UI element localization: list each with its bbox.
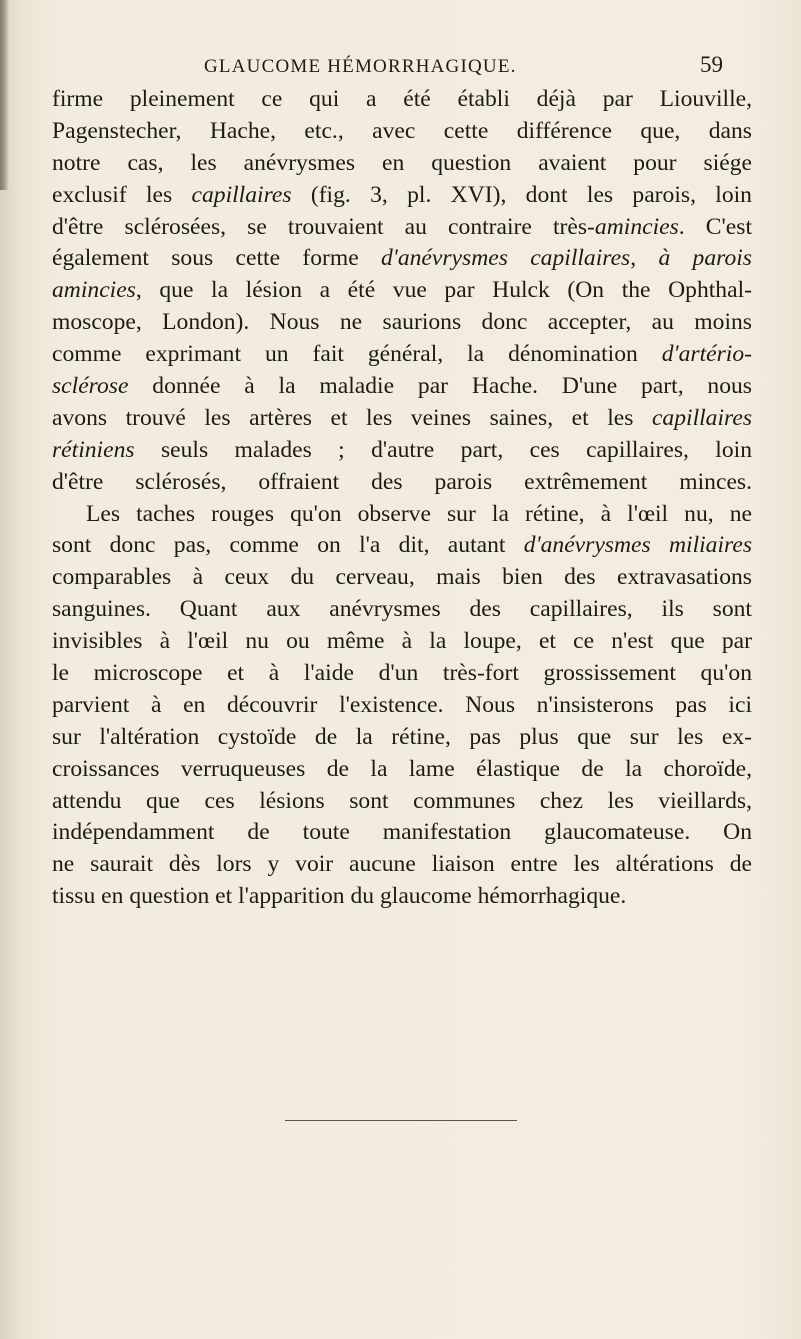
text-line: comme exprimant un fait général, la dénomination d'artério- <box>52 341 752 368</box>
body-text <box>52 84 752 913</box>
page-number: 59 <box>700 52 723 77</box>
text-line: rétiniens seuls malades ; d'autre part, ces capillaires, loin <box>52 436 752 463</box>
text-line: firme pleinement ce qui a été établi déjà par Liouville, <box>52 86 752 112</box>
text-line: Les taches rouges qu'on observe sur la rétine, à l'œil nu, ne <box>86 500 752 527</box>
text-line: avons trouvé les artères et les veines saines, et les capillaires <box>52 404 752 431</box>
text-line: d'être sclérosées, se trouvaient au contraire très-amincies. C'est <box>52 213 752 240</box>
italic-term: rétiniens <box>52 436 135 463</box>
text-line: d'être sclérosés, offraient des parois extrêmement minces. <box>52 468 752 495</box>
text-line: notre cas, les anévrysmes en question avaient pour siége <box>52 149 752 176</box>
italic-term: à parois <box>658 245 752 272</box>
section-divider <box>285 1120 517 1121</box>
text-line: attendu que ces lésions sont communes chez les vieillards, <box>52 787 752 814</box>
text-line: ne saurait dès lors y voir aucune liaison entre les altérations de <box>52 851 752 878</box>
text-line: sur l'altération cystoïde de la rétine, pas plus que sur les ex- <box>52 723 752 750</box>
italic-term: capillaires <box>651 404 752 431</box>
text-line: croissances verruqueuses de la lame élastique de la choroïde, <box>52 755 752 782</box>
italic-term: d'artério- <box>661 341 752 368</box>
text-line: sanguines. Quant aux anévrysmes des capillaires, ils sont <box>52 596 752 623</box>
text-line: moscope, London). Nous ne saurions donc accepter, au moins <box>52 309 752 336</box>
italic-term: d'anévrysmes capillaires <box>380 245 631 272</box>
italic-term: d'anévrysmes miliaires <box>523 532 752 559</box>
text-line: comparables à ceux du cerveau, mais bien des extravasations <box>52 564 752 591</box>
text-line: invisibles à l'œil nu ou même à la loupe, et ce n'est que par <box>52 628 752 655</box>
text-line: indépendamment de toute manifestation glaucomateuse. On <box>52 819 752 846</box>
text-line: tissu en question et l'apparition du glaucome hémorrhagique. <box>52 883 627 910</box>
running-header: GLAUCOME HÉMORRHAGIQUE. <box>204 56 517 77</box>
italic-term: capillaires <box>191 181 292 208</box>
text-line: exclusif les capillaires (fig. 3, pl. XVI), dont les parois, loin <box>52 181 752 208</box>
text-line: sclérose donnée à la maladie par Hache. D'une part, nous <box>52 373 752 400</box>
italic-term: sclérose <box>52 373 129 400</box>
binding-shadow <box>0 0 9 190</box>
text-line: Pagenstecher, Hache, etc., avec cette différence que, dans <box>52 117 752 144</box>
text-line: également sous cette forme d'anévrysmes capillaires, à parois <box>52 245 752 272</box>
text-line: parvient à en découvrir l'existence. Nous n'insisterons pas ici <box>52 691 752 718</box>
text-line: sont donc pas, comme on l'a dit, autant d'anévrysmes miliaires <box>52 532 752 559</box>
text-line: amincies, que la lésion a été vue par Hulck (On the Ophthal- <box>52 277 752 304</box>
italic-term: amincies <box>52 277 136 304</box>
text-line: le microscope et à l'aide d'un très-fort grossissement qu'on <box>52 660 752 687</box>
italic-term: amincies <box>594 213 679 240</box>
